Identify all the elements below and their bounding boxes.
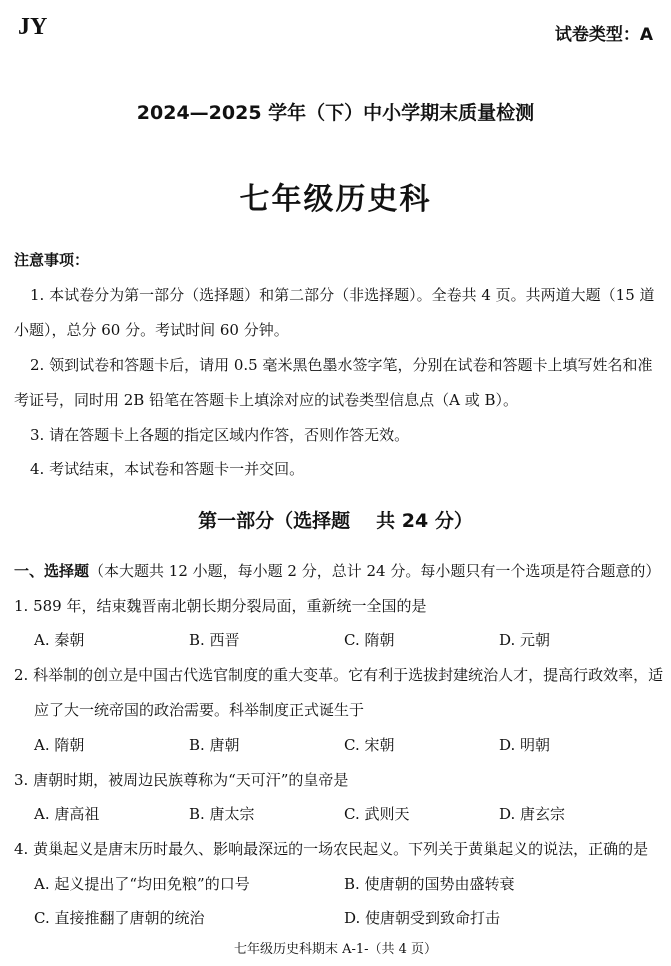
- paper-type-label: 试卷类型：A: [554, 25, 653, 45]
- option-c: C. 宋朝: [344, 736, 395, 754]
- exam-title: 2024—2025 学年（下）中小学期末质量检测: [136, 102, 535, 124]
- part1-heading: [0, 506, 671, 533]
- option-b: B. 唐朝: [189, 736, 240, 754]
- option-a: A. 起义提出了“均田免粮”的口号: [34, 875, 250, 893]
- option-d: D. 元朝: [499, 631, 551, 649]
- option-b: B. 西晋: [189, 631, 240, 649]
- section-heading: [14, 560, 660, 581]
- option-b: B. 唐太宗: [189, 805, 255, 823]
- notice-line: 2. 领到试卷和答题卡后，请用 0.5 毫米黑色墨水签字笔，分别在试卷和答题卡上填写姓名和准: [30, 356, 653, 374]
- notice-line: 1. 本试卷分为第一部分（选择题）和第二部分（非选择题）。全卷共 4 页。共两道大题（15 道: [30, 286, 655, 304]
- question-stem: 4. 黄巢起义是唐末历时最久、影响最深远的一场农民起义。下列关于黄巢起义的说法，正确的是: [14, 840, 649, 858]
- notice-line: 4. 考试结束，本试卷和答题卡一并交回。: [30, 460, 305, 478]
- option-d: D. 明朝: [499, 736, 551, 754]
- option-b: B. 使唐朝的国势由盛转衰: [344, 875, 515, 893]
- question-stem: 3. 唐朝时期，被周边民族尊称为“天可汗”的皇帝是: [14, 771, 349, 789]
- page-footer: 七年级历史科期末 A-1-（共 4 页）: [233, 942, 438, 957]
- question-stem-cont: 应了大一统帝国的政治需要。科举制度正式诞生于: [34, 701, 365, 719]
- section-label: 一、选择题: [14, 562, 90, 580]
- option-c: C. 直接推翻了唐朝的统治: [34, 909, 205, 927]
- subject-title: 七年级历史科: [239, 182, 432, 217]
- option-d: D. 使唐朝受到致命打击: [344, 909, 501, 927]
- notice-heading: 注意事项：: [14, 251, 90, 269]
- notice-line: 考证号，同时用 2B 铅笔在答题卡上填涂对应的试卷类型信息点（A 或 B）。: [14, 391, 518, 409]
- section-description: （本大题共 12 小题，每小题 2 分，总计 24 分。每小题只有一个选项是符合题意的）: [89, 562, 661, 580]
- option-a: A. 唐高祖: [34, 805, 100, 823]
- question-stem: 1. 589 年，结束魏晋南北朝长期分裂局面，重新统一全国的是: [14, 597, 427, 615]
- option-c: C. 武则天: [344, 805, 410, 823]
- part1-heading-a: 第一部分（选择题: [198, 510, 351, 532]
- notice-line: 3. 请在答题卡上各题的指定区域内作答，否则作答无效。: [30, 426, 410, 444]
- question-stem: 2. 科举制的创立是中国古代选官制度的重大变革。它有利于选拔封建统治人才，提高行政效率，适: [14, 666, 664, 684]
- option-c: C. 隋朝: [344, 631, 395, 649]
- option-a: A. 隋朝: [34, 736, 85, 754]
- part1-heading-b: 共 24 分）: [376, 510, 473, 532]
- option-a: A. 秦朝: [34, 631, 85, 649]
- brand-logo-text: JY: [18, 14, 48, 40]
- notice-line: 小题），总分 60 分。考试时间 60 分钟。: [14, 321, 289, 339]
- option-d: D. 唐玄宗: [499, 805, 566, 823]
